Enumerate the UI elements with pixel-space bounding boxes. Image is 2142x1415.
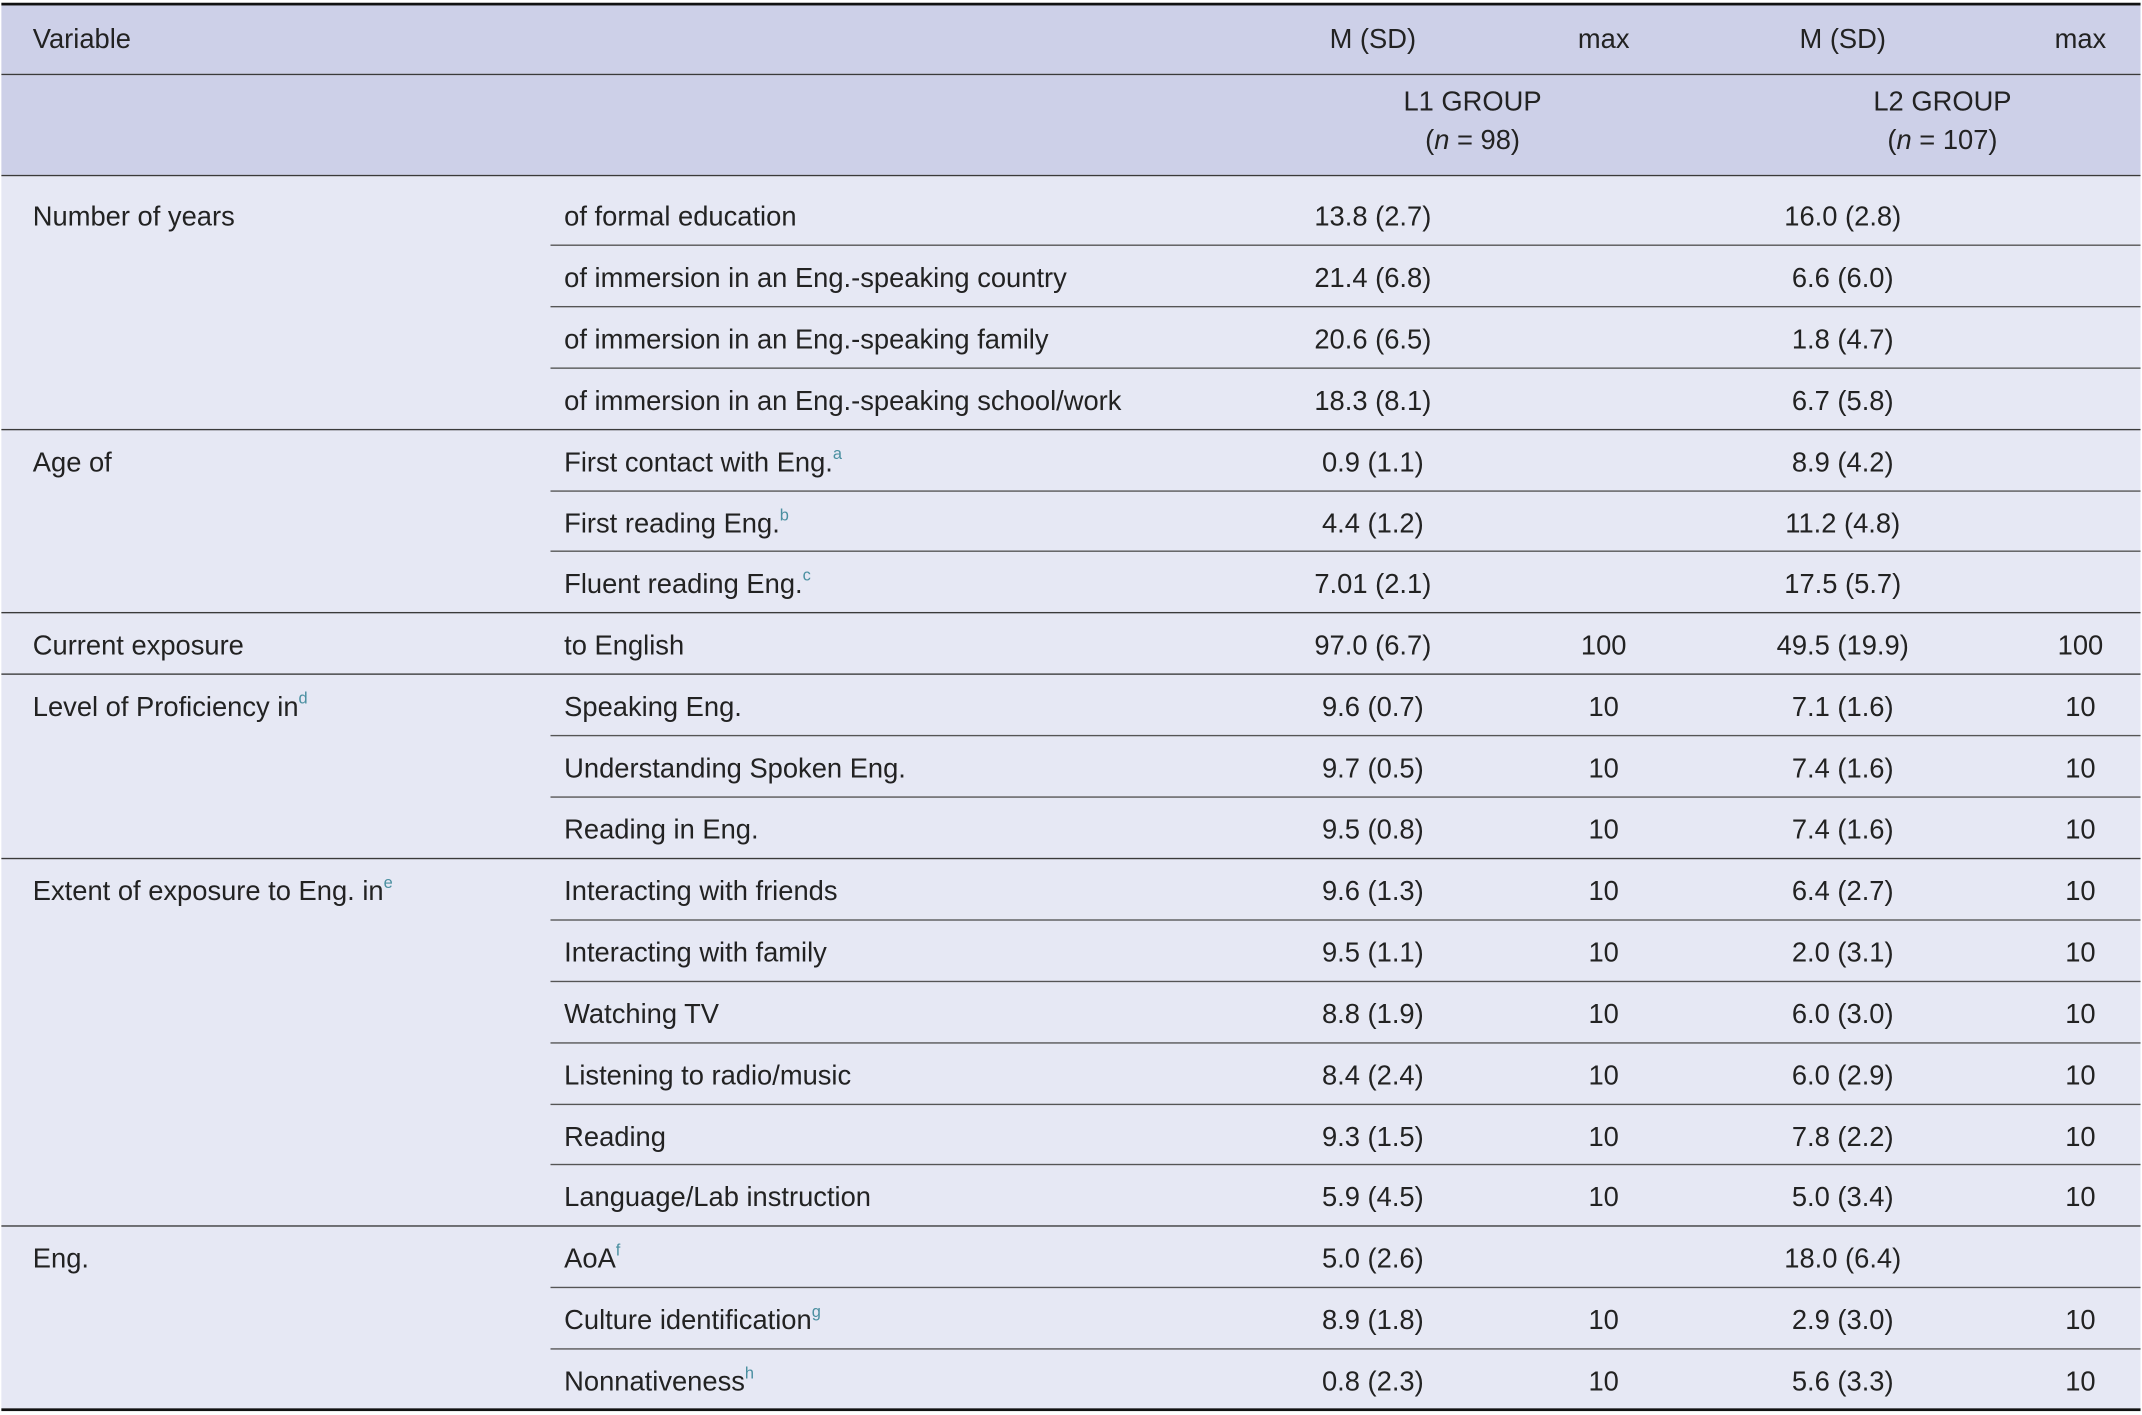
cell-l1-max: 100 (1580, 631, 1627, 662)
cell-l1-mean-sd: 8.9 (1.8) (1321, 1305, 1424, 1336)
cell-l1-mean-sd: 5.0 (2.6) (1321, 1244, 1424, 1275)
cell-l2-mean-sd: 6.0 (3.0) (1791, 999, 1894, 1030)
row-divider (550, 490, 2140, 491)
bottom-rule (1, 1408, 2140, 1411)
cell-l2-max: 10 (2065, 999, 2096, 1030)
row-subvariable-label: Culture identification$^g$ (564, 1301, 821, 1336)
row-category-label: Current exposure (32, 631, 244, 662)
cell-l2-max: 10 (2065, 815, 2096, 846)
cell-l2-mean-sd: 18.0 (6.4) (1784, 1244, 1902, 1275)
cell-l1-max: 10 (1588, 876, 1619, 908)
group-size-l1-value: = 98) (1449, 125, 1521, 156)
column-header-variable: Variable (32, 24, 132, 55)
row-subvariable-label: First reading Eng.$^b$ (564, 505, 789, 540)
cell-l2-max: 10 (2065, 1367, 2096, 1398)
cell-l1-mean-sd: 9.7 (0.5) (1321, 754, 1424, 785)
cell-l2-mean-sd: 7.8 (2.2) (1791, 1122, 1894, 1153)
footnote-marker: h (744, 1363, 755, 1383)
column-header-max-l1: max (1577, 24, 1630, 55)
cell-l2-mean-sd: 7.4 (1.6) (1791, 754, 1894, 785)
cell-l2-max: 10 (2065, 1122, 2096, 1153)
group-divider (1, 612, 2140, 613)
column-header-msd-l2: M (SD) (1799, 24, 1886, 55)
cell-l1-mean-sd: 5.9 (4.5) (1321, 1182, 1424, 1214)
cell-l2-mean-sd: 17.5 (5.7) (1784, 569, 1902, 600)
cell-l2-mean-sd: 5.0 (3.4) (1791, 1182, 1894, 1214)
top-rule (1, 3, 2140, 6)
footnote-marker: b (779, 505, 789, 525)
row-subvariable-label: Language/Lab instruction (564, 1182, 871, 1214)
group-divider (1, 1225, 2140, 1226)
row-category-label: Level of Proficiency $in^d$ (32, 688, 308, 723)
cell-l1-mean-sd: 9.5 (1.1) (1321, 938, 1424, 969)
row-subvariable-label: Watching TV (564, 999, 720, 1030)
row-category-label: Extent of exposure to Eng. $in^e$ (32, 872, 393, 908)
row-subvariable-label: Fluent reading Eng.$^c$ (564, 565, 811, 600)
group-size-l1-n: n (1434, 125, 1450, 156)
row-category-label: Age of (32, 448, 112, 479)
cell-l1-mean-sd: 21.4 (6.8) (1314, 263, 1432, 294)
cell-l2-max: 10 (2065, 1305, 2096, 1336)
row-subvariable-label: Understanding Spoken Eng. (564, 754, 906, 785)
row-divider (550, 796, 2140, 797)
cell-l2-mean-sd: 6.0 (2.9) (1791, 1061, 1894, 1092)
cell-l2-mean-sd: 6.4 (2.7) (1791, 876, 1894, 908)
cell-l1-max: 10 (1588, 692, 1619, 723)
cell-l1-mean-sd: 8.8 (1.9) (1321, 999, 1424, 1030)
footnote-marker: c (802, 565, 811, 585)
row-divider (550, 735, 2140, 736)
cell-l1-mean-sd: 4.4 (1.2) (1321, 509, 1424, 540)
column-header-msd-l1: M (SD) (1329, 24, 1417, 55)
cell-l1-mean-sd: 0.8 (2.3) (1321, 1367, 1424, 1398)
cell-l1-mean-sd: 13.8 (2.7) (1314, 202, 1432, 233)
row-divider (550, 1164, 2140, 1165)
cell-l1-mean-sd: 97.0 (6.7) (1314, 631, 1432, 662)
footnote-marker: a (832, 443, 843, 464)
row-divider (550, 550, 2140, 551)
group-size-l2: (n = 107) (1887, 125, 1998, 156)
footnote-marker: d (298, 688, 308, 708)
header-rule (1, 74, 2140, 75)
group-size-l1: (n = 98) (1425, 125, 1521, 156)
row-subvariable-label: to English (564, 631, 685, 662)
row-subvariable-label: Reading in Eng. (564, 815, 759, 846)
cell-l2-mean-sd: 7.4 (1.6) (1791, 815, 1894, 846)
row-divider (550, 1104, 2140, 1105)
cell-l2-mean-sd: 6.7 (5.8) (1791, 386, 1894, 417)
cell-l1-mean-sd: 9.3 (1.5) (1321, 1122, 1424, 1153)
cell-l1-mean-sd: 7.01 (2.1) (1314, 569, 1432, 600)
row-category-label: Number of years (32, 202, 235, 233)
cell-l1-mean-sd: 9.6 (1.3) (1321, 876, 1424, 908)
row-divider (550, 1287, 2140, 1288)
group-header-rule (1, 175, 2140, 176)
cell-l1-mean-sd: 9.6 (0.7) (1321, 692, 1424, 723)
row-subvariable-label: First contact with Eng.$^a$ (564, 443, 843, 479)
cell-l2-max: 10 (2065, 692, 2096, 723)
footnote-marker: e (383, 872, 393, 892)
footnote-marker: g (811, 1301, 821, 1321)
row-subvariable-label: of formal education (564, 202, 797, 233)
cell-l1-max: 10 (1588, 815, 1619, 846)
cell-l2-mean-sd: 2.0 (3.1) (1791, 938, 1894, 969)
cell-l2-max: 10 (2065, 1061, 2096, 1092)
cell-l2-mean-sd: 5.6 (3.3) (1791, 1367, 1894, 1398)
cell-l1-max: 10 (1588, 1367, 1619, 1398)
cell-l2-mean-sd: 7.1 (1.6) (1791, 692, 1894, 723)
row-subvariable-label: of immersion in an Eng.-speaking country (564, 263, 1067, 294)
group-size-l2-value: = 107) (1911, 125, 1998, 156)
cell-l1-mean-sd: 18.3 (8.1) (1314, 386, 1432, 417)
cell-l2-mean-sd: 16.0 (2.8) (1784, 202, 1902, 233)
cell-l1-mean-sd: 9.5 (0.8) (1321, 815, 1424, 846)
group-divider (1, 673, 2140, 674)
row-divider (550, 367, 2140, 368)
row-divider (550, 1042, 2140, 1043)
table-group-header-row (1, 75, 2140, 175)
row-subvariable-label: of immersion in an Eng.-speaking school/work (564, 386, 1122, 417)
cell-l2-mean-sd: 49.5 (19.9) (1776, 631, 1909, 662)
cell-l2-mean-sd: 11.2 (4.8) (1785, 509, 1901, 540)
row-subvariable-label: Interacting with friends (564, 876, 838, 908)
row-divider (550, 919, 2140, 920)
row-subvariable-label: Listening to radio/music (564, 1061, 852, 1092)
cell-l1-mean-sd: 0.9 (1.1) (1321, 448, 1424, 479)
group-divider (1, 858, 2140, 859)
row-category-label: Eng. (32, 1244, 90, 1275)
row-divider (550, 1348, 2140, 1349)
cell-l2-mean-sd: 1.8 (4.7) (1791, 325, 1894, 356)
cell-l1-max: 10 (1588, 999, 1619, 1030)
cell-l2-mean-sd: 6.6 (6.0) (1791, 263, 1894, 294)
cell-l1-max: 10 (1588, 938, 1619, 969)
row-divider (550, 306, 2140, 307)
row-subvariable-label: AoA$^f$ (564, 1240, 621, 1275)
cell-l1-mean-sd: 20.6 (6.5) (1314, 325, 1432, 356)
footnote-marker: f (615, 1240, 621, 1260)
cell-l1-mean-sd: 8.4 (2.4) (1321, 1061, 1424, 1092)
cell-l2-max: 10 (2065, 754, 2096, 785)
row-divider (550, 981, 2140, 982)
cell-l2-max: 10 (2065, 1182, 2096, 1214)
group-size-l2-n: n (1896, 125, 1912, 156)
column-header-max-l2: max (2054, 24, 2107, 55)
row-subvariable-label: Speaking Eng. (564, 692, 742, 723)
cell-l2-mean-sd: 2.9 (3.0) (1791, 1305, 1894, 1336)
cell-l1-max: 10 (1588, 1182, 1619, 1214)
cell-l1-max: 10 (1588, 754, 1619, 785)
cell-l2-max: 100 (2057, 631, 2104, 662)
cell-l2-max: 10 (2065, 938, 2096, 969)
cell-l1-max: 10 (1588, 1305, 1619, 1336)
cell-l1-max: 10 (1588, 1061, 1619, 1092)
row-subvariable-label: Nonnativeness$^h$ (564, 1363, 755, 1398)
row-subvariable-label: Reading (564, 1122, 666, 1153)
row-subvariable-label: Interacting with family (564, 938, 827, 969)
group-divider (1, 429, 2140, 430)
cell-l2-max: 10 (2065, 876, 2096, 908)
cell-l2-mean-sd: 8.9 (4.2) (1791, 448, 1894, 479)
row-divider (550, 245, 2140, 246)
cell-l1-max: 10 (1588, 1122, 1619, 1153)
row-subvariable-label: of immersion in an Eng.-speaking family (564, 325, 1049, 356)
group-label-l1: L1 GROUP (1403, 87, 1542, 118)
group-label-l2: L2 GROUP (1873, 87, 2012, 118)
